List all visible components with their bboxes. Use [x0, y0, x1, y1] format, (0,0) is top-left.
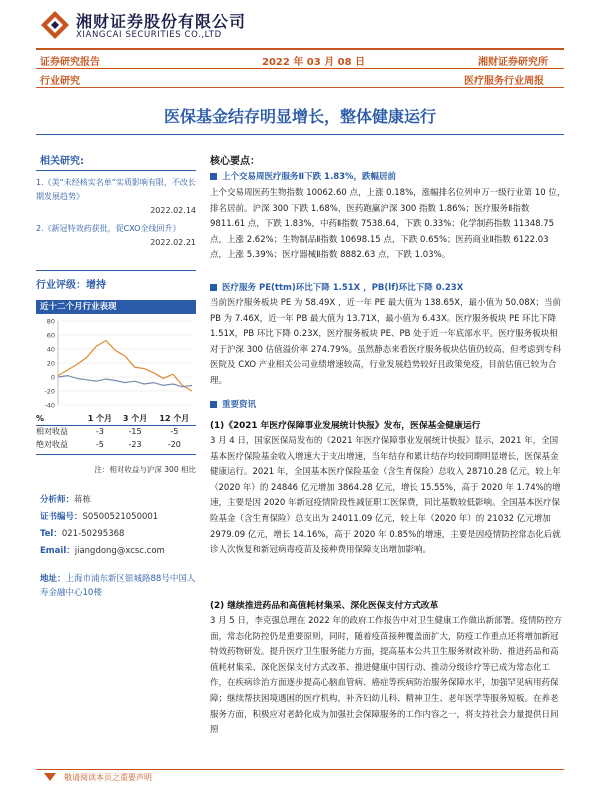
address-label: 地址： [40, 574, 66, 584]
bullet-heading-text: 重要资讯 [222, 400, 257, 410]
related-heading: 相关研究: [40, 156, 84, 167]
perf-header-cell: 1 个月 [82, 412, 117, 425]
report-category: 行业研究 [40, 76, 80, 87]
perf-row-label: 绝对收益 [36, 440, 68, 449]
header-divider [36, 48, 564, 50]
footer-triangle-icon [44, 773, 56, 781]
chart-tick-label: 20 [46, 359, 55, 368]
bullet-heading-3 [210, 398, 566, 410]
chart-series-line [58, 376, 192, 387]
perf-note: 注：相对收益与沪深 300 相比 [94, 465, 196, 474]
perf-cell: -5 [170, 427, 179, 437]
company-name-cn: 湘财证券股份有限公司 [76, 12, 247, 31]
perf-divider [36, 454, 196, 455]
footer-disclaimer: 敬请阅读本页之重要声明 [64, 773, 152, 782]
tel-label: Tel： [40, 529, 62, 539]
chart-tick-label: 40 [46, 345, 55, 354]
analyst-info [40, 492, 200, 560]
title-divider [36, 134, 564, 135]
chart-tick-label: -20 [44, 387, 55, 396]
company-name-en: XIANGCAI SECURITIES CO.,LTD [76, 30, 222, 40]
institute-name: 湘财证券研究所 [478, 57, 548, 68]
subsection-body-2: 3 月 5 日，李克强总理在 2022 年的政府工作报告中对卫生健康工作做出新部署。疫情防控方面，常态化防控仍是重要原则，同时，随着疫苗接种覆盖面扩大，防疫工作重点还将增加新冠特效药物研发。提升医疗卫生服务能力方面，提高基本公共卫生服务财政补助、推进药品和高值耗材集采、深化医保支付方式改革、推进健康中国行动、推动分级诊疗等已成为常态化工作，在疾病诊治方面逐步提高心脑血管病、癌症等疾病防治服务保障水平，加强罕见病用药保障；继续帮扶困境遇困的医疗机构，补齐妇幼儿科、精神卫生、老年医学等服务短板。在养老服务方面，积极应对老龄化成为加强社会保障服务的工作内容之一，将支持社会力量提供日间照 [210, 616, 562, 736]
address-text: 上海市浦东新区银城路88号中国人寿金融中心10楼 [40, 574, 196, 598]
email-link[interactable]: jiangdong@xcsc.com [74, 546, 165, 556]
email-label: Email： [40, 546, 75, 556]
bullet-square-icon [210, 284, 217, 291]
related-item[interactable]: 1.《美“未经核实名单”实质影响有限，不改长期发展趋势》 [36, 178, 196, 201]
perf-cell: -23 [128, 440, 142, 449]
report-title: 医保基金结存明显增长，整体健康运行 [163, 107, 436, 126]
bullet-square-icon [210, 173, 217, 180]
performance-chart [36, 315, 196, 411]
perf-cell: -3 [95, 427, 104, 437]
chart-tick-label: 60 [46, 331, 55, 340]
report-type: 证券研究报告 [40, 57, 100, 68]
address-block [40, 572, 200, 600]
bullet-square-icon [210, 401, 217, 408]
chart-tick-label: -40 [44, 401, 55, 410]
bullet-heading-2 [210, 281, 566, 293]
cert-number: S0500521050001 [82, 512, 159, 522]
chart-series-line [58, 341, 192, 391]
report-date: 2022 年 03 月 08 日 [262, 57, 366, 68]
perf-cell: -15 [128, 427, 142, 437]
chart-title: 近十二个月行业表现 [36, 300, 196, 314]
tel-number: 021-50295368 [61, 529, 125, 539]
header-divider-3 [36, 87, 564, 88]
bullet-heading-text: 医疗服务 PE(ttm)环比下降 1.51X ，PB(lf)环比下降 0.23X [222, 283, 464, 293]
bullet-body-1: 上个交易周医药生物指数 10062.60 点，上涨 0.18%，涨幅排名位列申万一级行业第 10 位，排名居前。沪深 300 下跌 1.68%，医药跑赢沪深 300 指数 1.86%；医疗服务Ⅱ指数 9811.61 点，下跌 1.83%，中药Ⅱ指数 7538.64，下跌 0.33%；化学制药指数 11348.75 点，上涨 2.62%；生物制品Ⅱ指数 10698.15 点，下跌 0.65%；医药商业Ⅱ指数 6122.03 点，上涨 5.39%；医疗器械Ⅱ指数 8882.63 点，下跌 1.03%。 [210, 188, 566, 261]
performance-table [36, 412, 196, 451]
related-item[interactable]: 2.《新冠特效药获批，促CXO全线回升》 [36, 224, 181, 233]
company-logo-icon [40, 10, 70, 40]
related-divider [36, 170, 196, 171]
perf-cell: -5 [95, 440, 104, 449]
chart-tick-label: 80 [46, 317, 55, 326]
analyst-name-label: 分析师： [40, 495, 75, 505]
cert-label: 证书编号： [40, 512, 83, 522]
subsection-heading-1: (1)《2021 年医疗保障事业发展统计快报》发布，医保基金健康运行 [210, 421, 481, 431]
footer-divider [36, 769, 564, 770]
key-points-heading: 核心要点： [210, 156, 260, 167]
perf-header-cell: 3 个月 [117, 412, 152, 425]
perf-header-cell: % [36, 412, 82, 425]
bullet-heading-text: 上个交易周医疗服务Ⅱ下跌 1.83%，跌幅居前 [222, 172, 397, 182]
perf-cell: -20 [167, 440, 181, 449]
subsection-body-1: 3 月 4 日，国家医保局发布的《2021 年医疗保障事业发展统计快报》显示，2021 年，全国基本医疗保险基金收入增速大于支出增速，当年结存和累计结存均较同期明显增长，医保基金健康运行。2021 年，全国基本医疗保险基金（含生育保险）总收入 28710.28 亿元，较上年（2020 年）的 24846 亿元增加 3864.28 亿元，增长 15.55%，高于 2020 年 1.74%的增速，主要是因 2020 年新冠疫情阶段性减征职工医保费，同比基数较低影响。全国基本医疗保险基金（含生育保险）总支出为 24011.09 亿元，较上年（2020 年）的 21032 亿元增加 2979.09 亿元，增长 14.16%，高于 2020 年 0.85%的增速，主要是因疫情防控常态化后就诊人次恢复和新冠病毒疫苗及接种费用保障支出增加影响。 [210, 436, 561, 556]
analyst-name: 蒋栋 [74, 495, 92, 505]
rating-divider [36, 270, 196, 271]
industry-rating: 行业评级：增持 [36, 280, 106, 291]
perf-row-label: 相对收益 [36, 427, 68, 437]
related-list [36, 176, 196, 250]
subsection-heading-2: (2) 继续推进药品和高值耗材集采、深化医保支付方式改革 [210, 601, 439, 611]
chart-tick-label: 0 [50, 373, 55, 382]
bullet-heading-1 [210, 170, 566, 182]
perf-header-cell: 12 个月 [153, 412, 196, 425]
header-divider-2 [36, 68, 564, 69]
related-item-date: 2022.02.14 [150, 206, 196, 215]
bullet-body-2: 当前医疗服务板块 PE 为 58.49X ，近一年 PE 最大值为 138.65X，最小值为 50.08X；当前 PB 为 7.46X，近一年 PB 最大值为 13.71X，最小值为 6.43X。医疗服务板块 PE 环比下降 1.51X，PB 环比下降 0.23X，医疗服务板块 PE、PB 处于近一年底部水平。医疗服务板块相对于沪深 300 估值溢价率 274.79%。虽然静态来看医疗服务板块估值仍较高，但考虑到专科医院及 CXO 产业相关公司业绩增速较高，行业发展趋势较好且政策免疫，目前估值已较为合理。 [210, 298, 562, 386]
related-item-date: 2022.02.21 [150, 238, 196, 247]
report-series: 医疗服务行业周报 [464, 76, 544, 87]
